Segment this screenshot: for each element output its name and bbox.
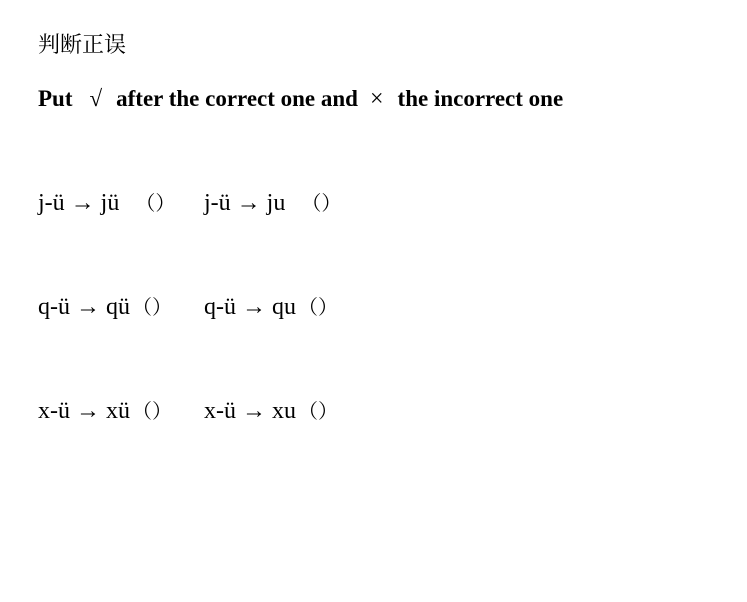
exercise-item-1-left [38,187,175,219]
exercise-text: q-ü → qu [204,294,296,320]
page-title: 判断正误 [38,33,127,58]
answer-blank[interactable]: （） [298,295,338,319]
exercise-text: j-ü → jü [38,190,120,216]
instruction-middle: after the correct one and [116,86,358,111]
check-mark-icon: √ [89,86,103,111]
exercise-text: j-ü → ju [204,190,286,216]
exercise-item-3-left [38,395,172,427]
answer-blank[interactable]: （） [135,191,176,215]
answer-blank[interactable]: （） [132,295,172,319]
exercise-item-2-right [204,291,338,323]
exercise-item-2-left [38,291,172,323]
exercise-item-3-right [204,395,338,427]
cross-mark-icon: × [369,86,384,112]
exercise-item-1-right [204,187,341,219]
instruction-before: Put [38,86,73,111]
answer-blank[interactable]: （） [132,399,172,423]
answer-blank[interactable]: （） [298,399,338,423]
exercise-text: x-ü → xü [38,398,130,424]
answer-blank[interactable]: （） [301,191,342,215]
instruction-text [38,84,563,114]
exercise-text: x-ü → xu [204,398,296,424]
instruction-after: the incorrect one [397,86,564,111]
exercise-text: q-ü → qü [38,294,130,320]
